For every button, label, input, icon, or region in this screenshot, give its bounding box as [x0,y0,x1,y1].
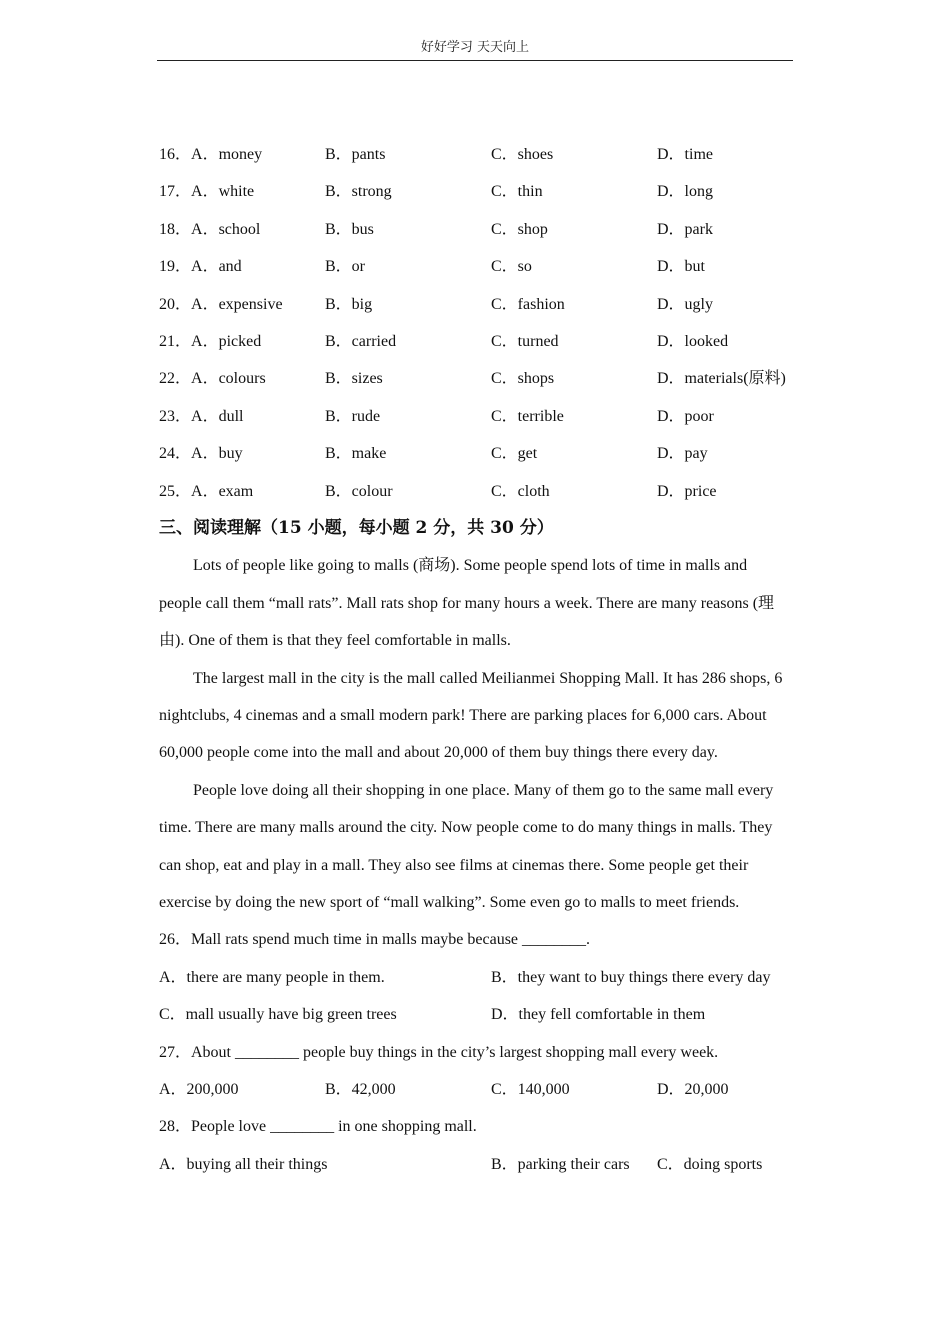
passage-paragraph-3: People love doing all their shopping in one place. Many of them go to the same mall every time. There are many malls around the city. Now people come to do many things in malls. They can shop, eat and play in a mall. They also see films at cinemas there. Some people get their exercise by doing the new sport of “mall walking”. Some even go to malls to meet friends. [159,781,774,911]
option-d: D．looked [657,332,729,350]
question-stem: 28．People love ________ in one shopping mall. [159,1118,477,1136]
passage-paragraph-2: The largest mall in the city is the mall called Meilianmei Shopping Mall. It has 286 shops, 6 nightclubs, 4 cinemas and a small modern park! There are parking places for 6,000 cars. About 60,000 people come into the mall and about 20,000 of them buy things there every day. [159,669,783,762]
option-b: B．or [325,258,366,276]
option-b: B．colour [325,482,393,500]
option-d: D．poor [657,407,714,425]
option-c: C．turned [491,332,559,350]
option-row-24 [159,435,793,472]
option-b: B．bus [325,220,374,238]
option-a: 20．A．expensive [159,295,283,313]
option-a: 25．A．exam [159,482,254,500]
option-d: D．time [657,146,713,163]
option-b: B．carried [325,332,397,350]
option-c: C．140,000 [491,1080,570,1098]
option-row-18 [159,211,793,248]
option-d: D．park [657,220,713,238]
option-c: C．terrible [491,407,564,425]
option-c: C．fashion [491,295,565,313]
answer-row [159,959,793,996]
option-b: B．they want to buy things there every day [491,968,771,986]
option-row-20 [159,286,793,323]
option-b: B．pants [325,146,386,163]
option-row-25 [159,473,793,510]
option-c: C．shops [491,370,555,388]
option-row-19 [159,248,793,285]
option-d: D．ugly [657,295,714,313]
option-row-21 [159,323,793,360]
page-header: 好好学习 天天向上 [420,40,530,55]
option-b: B．42,000 [325,1080,396,1098]
option-d: D．they fell comfortable in them [491,1006,706,1024]
option-a: 23．A．dull [159,407,244,425]
option-row-22 [159,360,793,397]
option-a: 18．A．school [159,220,261,238]
option-a: 21．A．picked [159,332,262,350]
option-row-17 [159,173,793,210]
option-a: 16．A．money [159,146,263,163]
option-a: A．there are many people in them. [159,968,385,986]
question-26 [159,921,793,1033]
option-d: D．price [657,482,717,500]
option-a: 24．A．buy [159,445,243,463]
option-c: C．shoes [491,146,554,163]
cloze-options [159,136,793,510]
option-d: D．materials(原料) [657,370,786,388]
content [159,136,793,1183]
option-c: C．cloth [491,482,550,500]
option-d: D．pay [657,445,708,463]
section-title: 三、阅读理解（15 小题，每小题 2 分，共 30 分） [159,517,554,538]
option-b: B．strong [325,183,392,201]
option-a: 17．A．white [159,183,255,201]
option-d: D．20,000 [657,1080,729,1098]
question-stem: 26．Mall rats spend much time in malls maybe because ________. [159,931,591,949]
option-c: C．doing sports [657,1155,763,1173]
option-b: B．make [325,445,387,463]
question-27 [159,1034,793,1109]
reading-passage [159,547,793,921]
answer-row [159,996,793,1033]
option-row-23 [159,398,793,435]
option-a: 19．A．and [159,258,242,276]
option-c: C．thin [491,183,543,201]
option-c: C．so [491,258,532,276]
option-row-16 [159,136,793,173]
passage-paragraph-1: Lots of people like going to malls (商场). Some people spend lots of time in malls and people call them “mall rats”. Mall rats shop for many hours a week. There are many reasons (理由). One of them is that they feel comfortable in malls. [159,557,775,650]
option-b: B．rude [325,407,381,425]
answer-row [159,1146,793,1183]
option-a: A．buying all their things [159,1155,328,1173]
question-stem: 27．About ________ people buy things in the city’s largest shopping mall every week. [159,1043,719,1061]
option-c: C．shop [491,220,548,238]
option-b: B．big [325,295,373,313]
option-d: D．long [657,183,714,201]
answer-row [159,1071,793,1108]
question-28 [159,1108,793,1183]
option-a: 22．A．colours [159,370,266,388]
option-a: A．200,000 [159,1080,239,1098]
option-b: B．parking their cars [491,1155,630,1173]
option-b: B．sizes [325,370,383,388]
option-d: D．but [657,258,706,276]
option-c: C．get [491,445,538,463]
header-divider [157,60,793,61]
option-c: C．mall usually have big green trees [159,1006,397,1024]
